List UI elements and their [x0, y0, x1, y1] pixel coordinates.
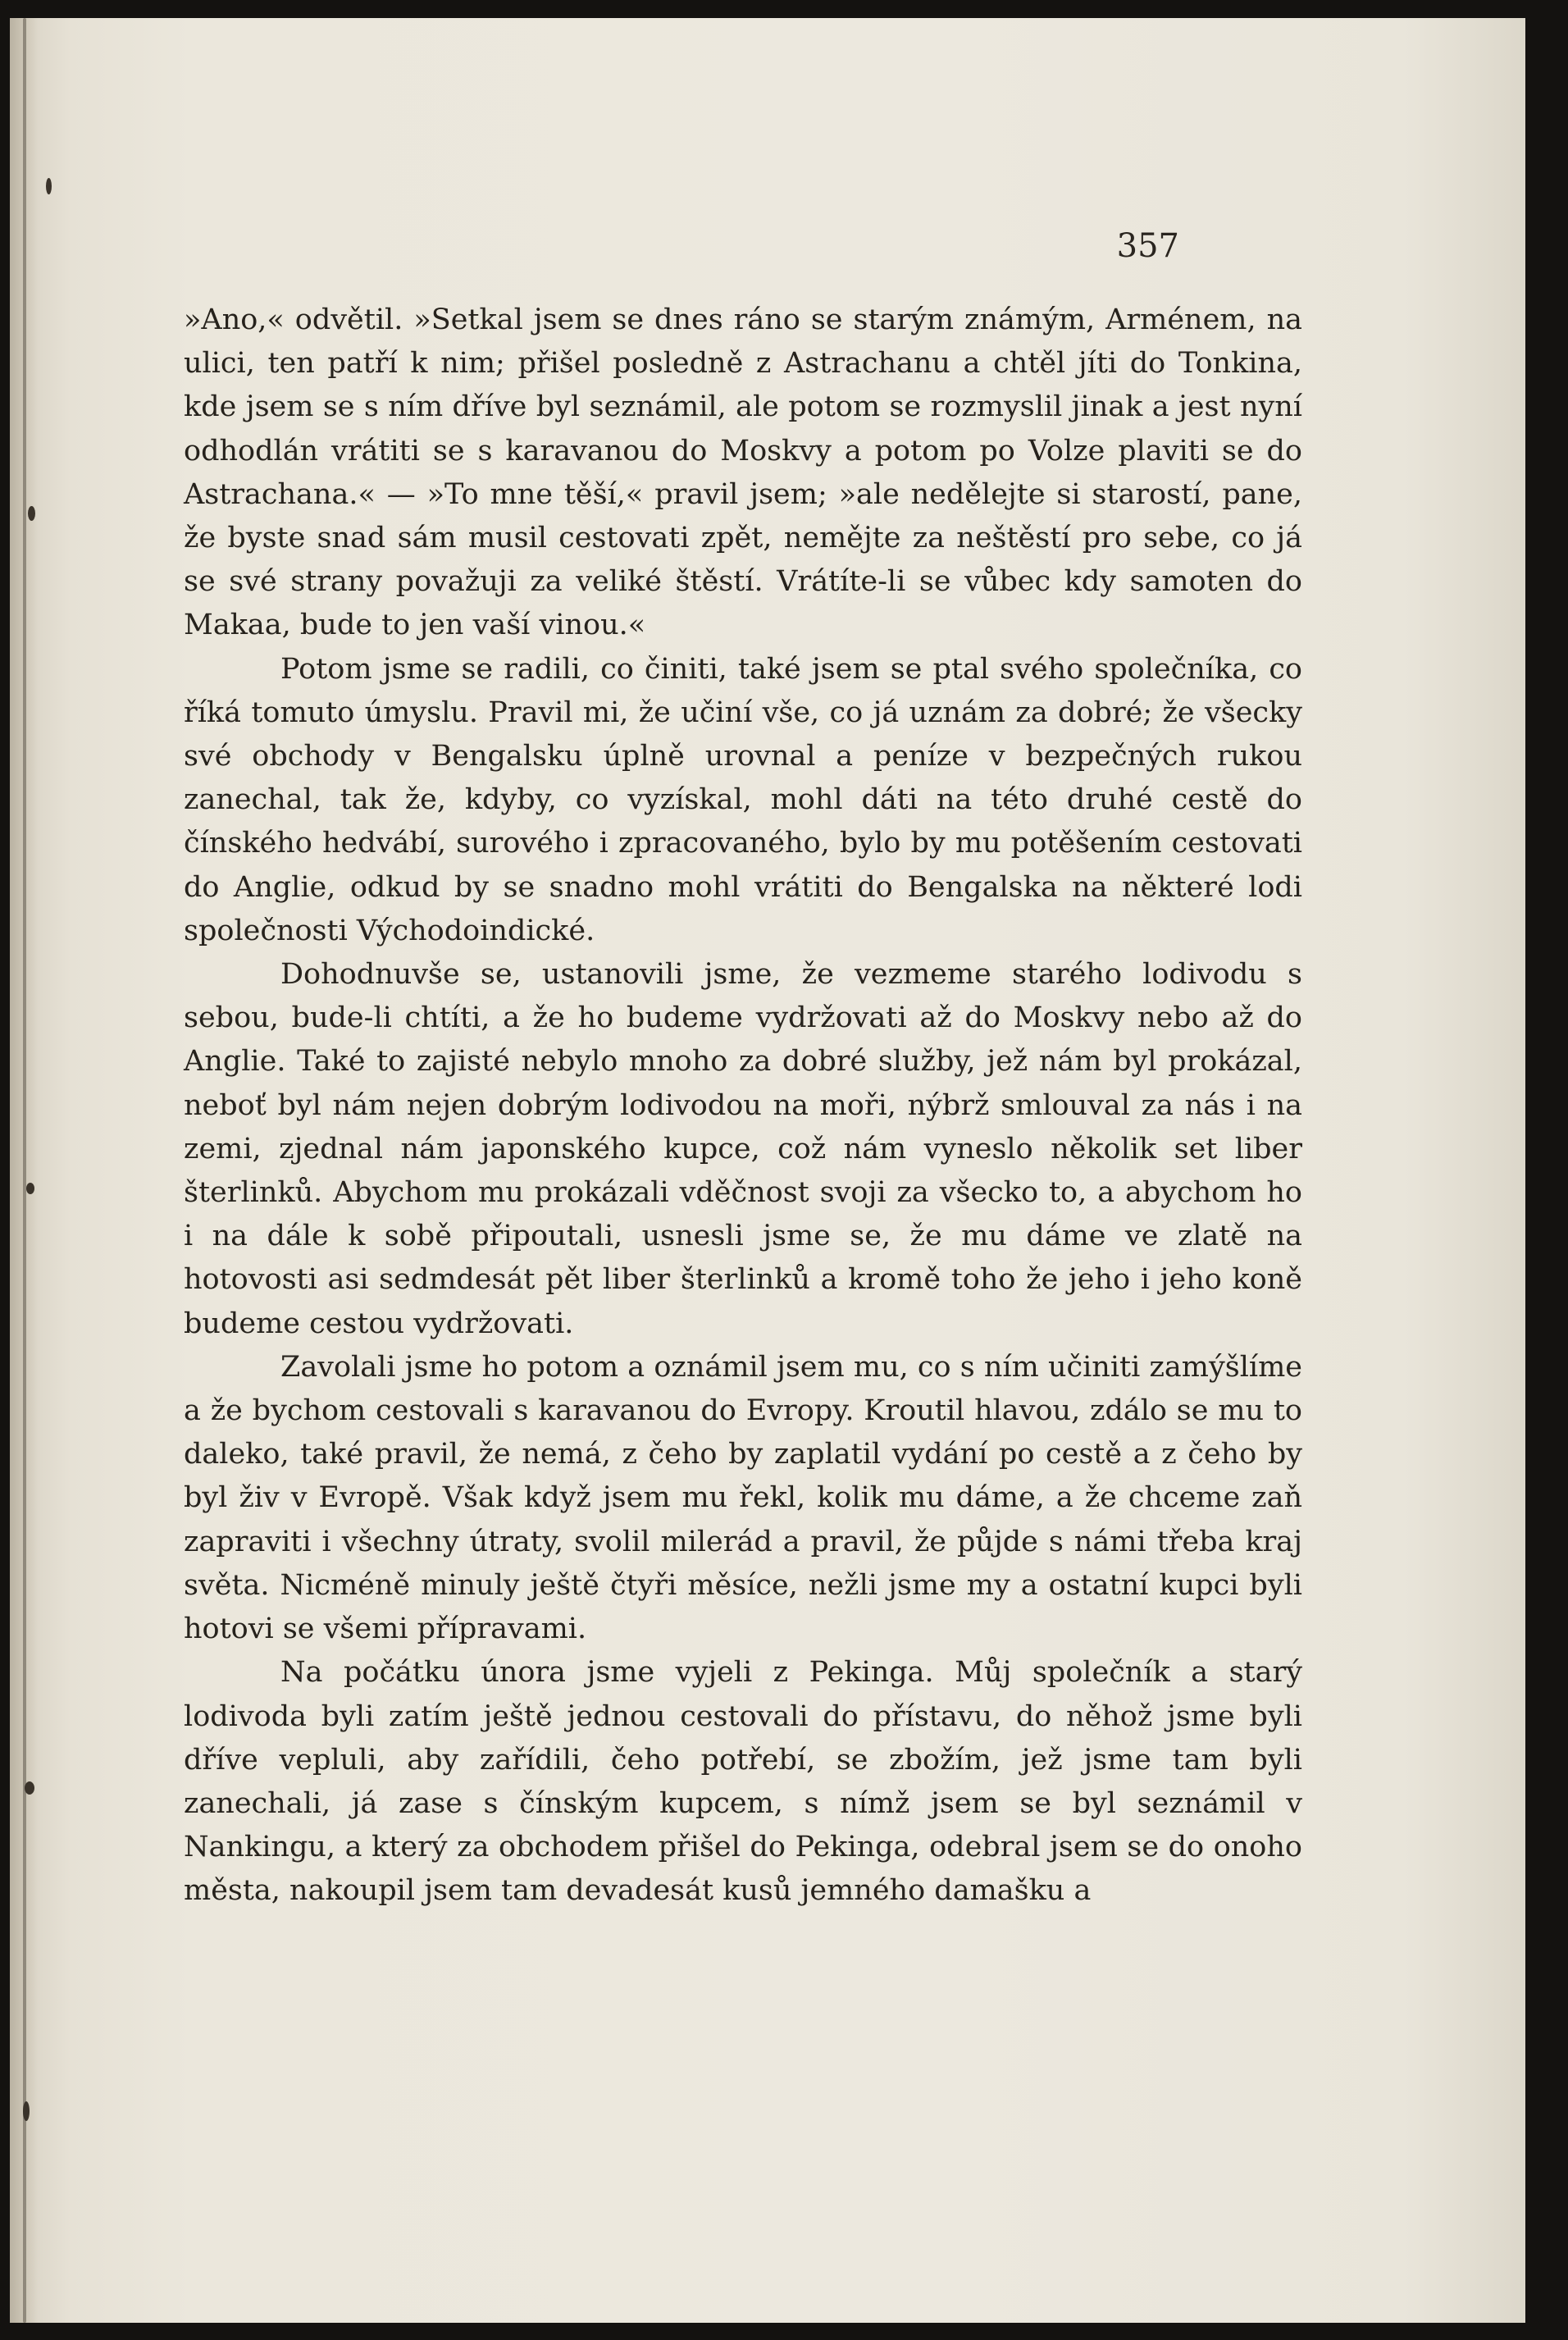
margin-mark — [26, 1183, 34, 1194]
paragraph: Dohodnuvše se, ustanovili jsme, že vezmeme starého lodivodu s sebou, bude-li chtíti, a že ho budeme vydržovati až do Moskvy nebo až do Anglie. Také to zajisté nebylo mnoho za dobré služby, jež nám byl prokázal, neboť byl nám nejen dobrým lodivodou na moři, nýbrž smlouval za nás i na zemi, zjednal nám japonského kupce, což nám vyneslo několik set liber šterlinků. Abychom mu prokázali vděčnost svoji za všecko to, a abychom ho i na dále k sobě připoutali, usnesli jsme se, že mu dáme ve zlatě na hotovosti asi sedmdesát pět liber šterlinků a kromě toho že jeho i jeho koně budeme cestou vydržovati. — [184, 958, 1302, 1340]
binding-shadow-line — [23, 18, 26, 2323]
body-text — [184, 299, 1302, 1914]
book-page — [10, 18, 1525, 2323]
margin-mark — [23, 2101, 30, 2121]
margin-mark — [46, 178, 52, 194]
paragraph: Zavolali jsme ho potom a oznámil jsem mu, co s ním učiniti zamýšlíme a že bychom cestovali s karavanou do Evropy. Kroutil hlavou, zdálo se mu to daleko, také pravil, že nemá, z čeho by zaplatil vydání po cestě a z čeho by byl živ v Evropě. Však když jsem mu řekl, kolik mu dáme, a že chceme zaň zapraviti i všechny útraty, svolil milerád a pravil, že půjde s námi třeba kraj světa. Nicméně minuly ještě čtyři měsíce, nežli jsme my a ostatní kupci byli hotovi se všemi přípravami. — [184, 1350, 1302, 1646]
margin-mark — [28, 506, 35, 521]
margin-mark — [25, 1781, 34, 1795]
paragraph: Potom jsme se radili, co činiti, také jsem se ptal svého společníka, co říká tomuto úmyslu. Pravil mi, že učiní vše, co já uznám za dobré; že všecky své obchody v Bengalsku úplně urovnal a peníze v bezpečných rukou zanechal, tak že, kdyby, co vyzískal, mohl dáti na této druhé cestě do čínského hedvábí, surového i zpracovaného, bylo by mu potěšením cestovati do Anglie, odkud by se snadno mohl vrátiti do Bengalska na některé lodi společnosti Východoindické. — [184, 652, 1302, 947]
page-number: 357 — [1116, 227, 1179, 265]
paragraph: »Ano,« odvětil. »Setkal jsem se dnes ráno se starým známým, Arménem, na ulici, ten patří k nim; přišel posledně z Astrachanu a chtěl jíti do Tonkina, kde jsem se s ním dříve byl seznámil, ale potom se rozmyslil jinak a jest nyní odhodlán vrátiti se s karavanou do Moskvy a potom po Volze plaviti se do Astrachana.« — »To mne těší,« pravil jsem; »ale nedělejte si starostí, pane, že byste snad sám musil cestovati zpět, nemějte za neštěstí pro sebe, co já se své strany považuji za veliké štěstí. Vrátíte-li se vůbec kdy samoten do Makaa, bude to jen vaší vinou.« — [184, 303, 1302, 642]
paragraph: Na počátku února jsme vyjeli z Pekinga. Můj společník a starý lodivoda byli zatím ještě jednou cestovali do přístavu, do něhož jsme byli dříve vepluli, aby zařídili, čeho potřebí, se zbožím, jež jsme tam byli zanechali, já zase s čínským kupcem, s nímž jsem se byl seznámil v Nankingu, a který za obchodem přišel do Pekinga, odebral jsem se do onoho města, nakoupil jsem tam devadesát kusů jemného damašku a — [184, 1656, 1302, 1908]
